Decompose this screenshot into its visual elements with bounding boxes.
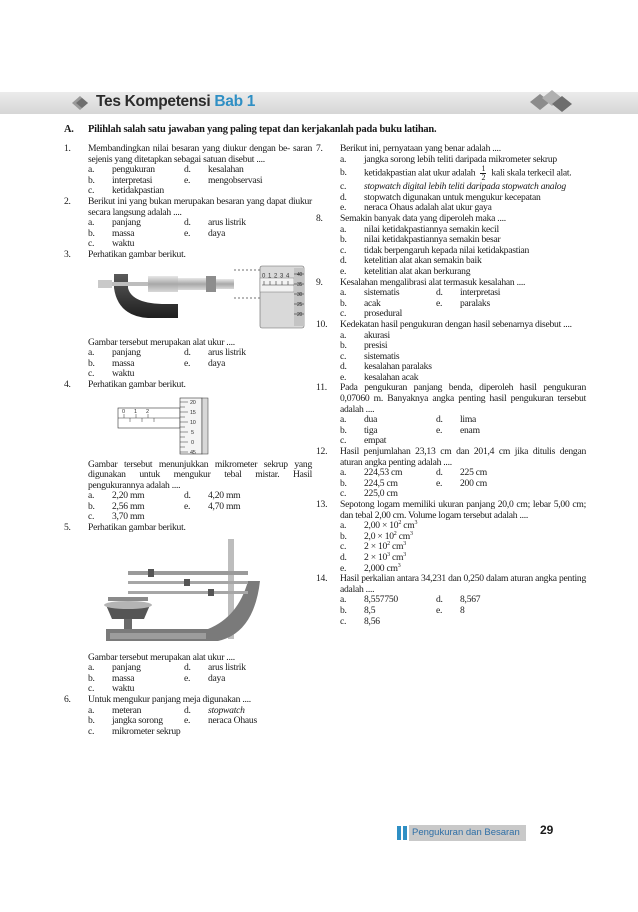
footer-chapter-title: Pengukuran dan Besaran bbox=[412, 827, 520, 838]
thimble-label: 20 bbox=[297, 311, 303, 318]
option-b[interactable]: b. tiga bbox=[340, 424, 378, 436]
option-e[interactable]: e. daya bbox=[184, 227, 226, 239]
option-e[interactable]: e. mengobservasi bbox=[184, 174, 263, 186]
option-d[interactable]: d. 8,567 bbox=[436, 594, 481, 606]
section-a-instruction: A. Pilihlah salah satu jawaban yang paling tepat dan kerjakanlah pada buku latihan. bbox=[64, 124, 437, 135]
question-text: Untuk mengukur panjang meja digunakan .... bbox=[88, 694, 251, 706]
option-a[interactable]: a. nilai ketidakpastiannya semakin kecil bbox=[340, 223, 499, 235]
question-text: Hasil penjumlahan 23,13 cm dan 201,4 cm jika ditulis dengan aturan angka penting adalah .... bbox=[340, 446, 586, 468]
main-scale-label: 2 bbox=[274, 273, 278, 280]
option-a[interactable]: a. $2,00 \times 10^2$ $cm^3$ bbox=[340, 520, 418, 532]
question-number: 1. bbox=[64, 143, 71, 154]
options-7 bbox=[316, 155, 586, 214]
option-d[interactable]: d. interpretasi bbox=[436, 287, 501, 299]
question-13 bbox=[316, 500, 586, 521]
question-number: 5. bbox=[64, 522, 71, 534]
option-a[interactable]: a. 2,20 mm bbox=[88, 490, 145, 502]
footer-accent-bar bbox=[403, 826, 407, 840]
question-number: 12. bbox=[316, 446, 328, 458]
micrometer-figure bbox=[88, 264, 312, 334]
option-d[interactable]: d. kesalahan paralaks bbox=[340, 361, 432, 373]
option-c[interactable]: c. empat bbox=[340, 435, 387, 447]
option-c[interactable]: c. ketidakpastian bbox=[88, 185, 164, 197]
question-number: 11. bbox=[316, 382, 327, 394]
question-3 bbox=[64, 250, 312, 261]
option-b[interactable]: b. jangka sorong bbox=[88, 715, 163, 727]
option-b[interactable]: b. massa bbox=[88, 672, 135, 684]
option-a[interactable]: a. panjang bbox=[88, 662, 141, 674]
thimble-label: 40 bbox=[297, 271, 303, 278]
thimble-label: 5 bbox=[191, 429, 194, 436]
question-number: 10. bbox=[316, 318, 328, 330]
option-c[interactable]: c. 8,56 bbox=[340, 615, 380, 627]
option-a[interactable]: a. akurasi bbox=[340, 329, 390, 341]
question-number: 2. bbox=[64, 195, 71, 207]
question-number: 7. bbox=[316, 143, 323, 154]
question-text: Pada pengukuran panjang benda, diperoleh hasil pengukuran 0,07060 m. Banyaknya angka penting hasil pengukuran tersebut adalah .... bbox=[340, 382, 586, 415]
option-b[interactable]: b. nilai ketidakpastiannya semakin besar bbox=[340, 234, 501, 246]
option-b[interactable]: b. 8,5 bbox=[340, 604, 376, 616]
option-d[interactable]: d. stopwatch digunakan untuk mengukur kecepatan bbox=[340, 191, 541, 203]
option-e[interactable]: e. 200 cm bbox=[436, 477, 488, 489]
option-e[interactable]: e. 2,000 $cm^3$ bbox=[340, 562, 401, 574]
micrometer-scale-figure bbox=[88, 394, 312, 456]
options-1 bbox=[64, 165, 312, 197]
question-3-prompt: Gambar tersebut merupakan alat ukur .... bbox=[88, 336, 235, 348]
option-e[interactable]: e. neraca Ohaus adalah alat ukur gaya bbox=[340, 202, 492, 214]
question-text: Perhatikan gambar berikut. bbox=[88, 522, 186, 534]
main-scale-label: 2 bbox=[146, 408, 149, 415]
question-6 bbox=[64, 695, 312, 706]
options-3 bbox=[64, 348, 312, 380]
option-c[interactable]: c. 3,70 mm bbox=[88, 511, 145, 523]
question-11 bbox=[316, 383, 586, 415]
option-b[interactable]: b. $2,0 \times 10^2$ $cm^3$ bbox=[340, 530, 413, 542]
main-scale-label: 4 bbox=[286, 273, 290, 280]
option-c[interactable]: c. prosedural bbox=[340, 308, 402, 320]
question-number: 8. bbox=[316, 212, 323, 224]
option-a[interactable]: a. panjang bbox=[88, 347, 141, 359]
main-scale-label: 1 bbox=[268, 273, 272, 280]
option-c[interactable]: c. waktu bbox=[88, 368, 135, 380]
option-a[interactable]: a. dua bbox=[340, 414, 378, 426]
question-5 bbox=[64, 523, 312, 534]
option-b[interactable]: b. interpretasi bbox=[88, 174, 153, 186]
question-number: 9. bbox=[316, 276, 323, 288]
option-c[interactable]: c. waktu bbox=[88, 238, 135, 250]
option-d[interactable]: d. 4,20 mm bbox=[184, 490, 241, 502]
option-b[interactable]: b. 2,56 mm bbox=[88, 500, 145, 512]
option-c[interactable]: c. 225,0 cm bbox=[340, 488, 398, 500]
page-number: 29 bbox=[540, 823, 554, 837]
option-b[interactable]: b. massa bbox=[88, 227, 135, 239]
option-c[interactable]: c. stopwatch digital lebih teliti daripada stopwatch analog bbox=[340, 181, 566, 193]
option-b[interactable]: b. ketidakpastian alat ukur adalah $\frac{1}{2}$ kali skala terkecil alat. bbox=[340, 164, 572, 183]
question-14 bbox=[316, 574, 586, 595]
main-scale-label: 1 bbox=[134, 408, 137, 415]
question-12 bbox=[316, 447, 586, 468]
main-scale-label: 0 bbox=[122, 408, 125, 415]
options-13 bbox=[316, 521, 586, 574]
options-2 bbox=[64, 218, 312, 250]
option-b[interactable]: b. acak bbox=[340, 297, 381, 309]
question-1 bbox=[64, 144, 312, 165]
option-e[interactable]: e. neraca Ohaus bbox=[184, 715, 257, 727]
thimble-label: 45 bbox=[190, 449, 196, 456]
question-number: 13. bbox=[316, 499, 328, 510]
question-number: 14. bbox=[316, 573, 328, 585]
option-b[interactable]: b. presisi bbox=[340, 340, 388, 352]
option-d[interactable]: d. kesalahan bbox=[184, 164, 244, 176]
option-e[interactable]: e. ketelitian alat akan berkurang bbox=[340, 265, 471, 277]
option-d[interactable]: d. 225 cm bbox=[436, 467, 488, 479]
question-text: Sepotong logam memiliki ukuran panjang 20,0 cm; lebar 5,00 cm; dan tebal 2,00 cm. Volume logam tersebut adalah .... bbox=[340, 499, 586, 521]
option-d[interactable]: d. ketelitian alat akan semakin baik bbox=[340, 255, 482, 267]
question-8 bbox=[316, 214, 586, 225]
balance-figure bbox=[88, 537, 312, 649]
thimble-label: 25 bbox=[297, 301, 303, 308]
header-cubes-icon bbox=[528, 86, 574, 118]
question-9 bbox=[316, 278, 586, 289]
question-text: Membandingkan nilai besaran yang diukur dengan be- saran sejenis yang ditetapkan sebagai satuan disebut .... bbox=[88, 143, 312, 165]
question-5-prompt: Gambar tersebut merupakan alat ukur .... bbox=[88, 651, 235, 663]
options-10 bbox=[316, 331, 586, 384]
option-a[interactable]: a. sistematis bbox=[340, 287, 400, 299]
question-number: 4. bbox=[64, 378, 71, 390]
options-9 bbox=[316, 288, 586, 320]
option-c[interactable]: c. sistematis bbox=[340, 350, 400, 362]
option-d[interactable]: d. arus listrik bbox=[184, 662, 246, 674]
micrometer-illustration bbox=[88, 264, 312, 334]
option-e[interactable]: e. daya bbox=[184, 672, 226, 684]
option-a[interactable]: a. jangka sorong lebih teliti daripada mikrometer sekrup bbox=[340, 153, 557, 165]
thimble-label: 30 bbox=[297, 291, 303, 298]
question-number: 3. bbox=[64, 248, 71, 260]
option-d[interactable]: d. arus listrik bbox=[184, 217, 246, 229]
options-5 bbox=[64, 663, 312, 695]
question-text: Perhatikan gambar berikut. bbox=[88, 378, 186, 390]
question-text: Perhatikan gambar berikut. bbox=[88, 248, 186, 260]
option-d[interactable]: d. lima bbox=[436, 414, 477, 426]
options-8 bbox=[316, 225, 586, 278]
option-c[interactable]: c. waktu bbox=[88, 683, 135, 695]
question-text: Hasil perkalian antara 34,231 dan 0,250 dalam aturan angka penting adalah .... bbox=[340, 573, 586, 595]
option-b[interactable]: b. 224,5 cm bbox=[340, 477, 398, 489]
question-4 bbox=[64, 380, 312, 391]
option-d[interactable]: d. arus listrik bbox=[184, 347, 246, 359]
fraction-one-half: $\frac{1}{2}$ bbox=[481, 164, 486, 183]
footer-accent-bar bbox=[397, 826, 401, 840]
options-11 bbox=[316, 415, 586, 447]
question-number: 6. bbox=[64, 694, 71, 706]
options-4 bbox=[64, 491, 312, 523]
option-e[interactable]: e. enam bbox=[436, 424, 480, 436]
question-text: Semakin banyak data yang diperoleh maka .... bbox=[340, 212, 506, 224]
header-diamond-icon bbox=[68, 94, 92, 112]
left-column bbox=[64, 144, 312, 737]
option-c[interactable]: c. $2 \times 10^2$ $cm^3$ bbox=[340, 541, 406, 553]
thimble-label: 0 bbox=[191, 439, 194, 446]
option-a[interactable]: a. pengukuran bbox=[88, 164, 155, 176]
option-a[interactable]: a. meteran bbox=[88, 704, 142, 716]
thimble-label: 15 bbox=[190, 409, 196, 416]
question-4-prompt: Gambar tersebut menunjukkan mikrometer sekrup yang digunakan untuk mengukur tebal mistar. Hasil pengukurannya adalah .... bbox=[88, 458, 312, 491]
option-e[interactable]: e. kesalahan acak bbox=[340, 371, 419, 383]
thimble-label: 20 bbox=[190, 399, 196, 406]
question-text: Berikut ini, pernyataan yang benar adalah .... bbox=[340, 143, 501, 154]
options-12 bbox=[316, 468, 586, 500]
option-a[interactable]: a. 224,53 cm bbox=[340, 467, 403, 479]
question-text: Berikut ini yang bukan merupakan besaran yang dapat diukur secara langsung adalah .... bbox=[88, 195, 312, 218]
option-b[interactable]: b. massa bbox=[88, 357, 135, 369]
main-scale-label: 3 bbox=[280, 273, 284, 280]
right-column bbox=[316, 144, 586, 627]
options-6 bbox=[64, 706, 312, 738]
option-e[interactable]: e. 4,70 mm bbox=[184, 500, 241, 512]
option-a[interactable]: a. 8,557750 bbox=[340, 594, 398, 606]
ohaus-balance-illustration bbox=[88, 537, 312, 649]
option-e[interactable]: e. 8 bbox=[436, 604, 465, 616]
option-e[interactable]: e. paralaks bbox=[436, 297, 490, 309]
chapter-test-title: Tes Kompetensi Bab 1 bbox=[96, 93, 256, 110]
option-d[interactable]: d. stopwatch bbox=[184, 704, 245, 716]
option-a[interactable]: a. panjang bbox=[88, 217, 141, 229]
question-10 bbox=[316, 320, 586, 331]
thimble-label: 35 bbox=[297, 281, 303, 288]
question-7 bbox=[316, 144, 586, 155]
question-text: Kedekatan hasil pengukuran dengan hasil sebenarnya disebut .... bbox=[340, 318, 572, 330]
micrometer-scale-illustration bbox=[88, 394, 312, 456]
option-e[interactable]: e. daya bbox=[184, 357, 226, 369]
option-d[interactable]: d. $2 \times 10^3$ $cm^3$ bbox=[340, 551, 406, 563]
thimble-label: 10 bbox=[190, 419, 196, 426]
question-text: Kesalahan mengalibrasi alat termasuk kesalahan .... bbox=[340, 276, 526, 288]
option-c[interactable]: c. mikrometer sekrup bbox=[88, 725, 181, 737]
question-2 bbox=[64, 197, 312, 218]
main-scale-label: 0 bbox=[262, 273, 266, 280]
options-14 bbox=[316, 595, 586, 627]
option-c[interactable]: c. tidak berpengaruh kepada nilai ketidakpastian bbox=[340, 244, 530, 256]
